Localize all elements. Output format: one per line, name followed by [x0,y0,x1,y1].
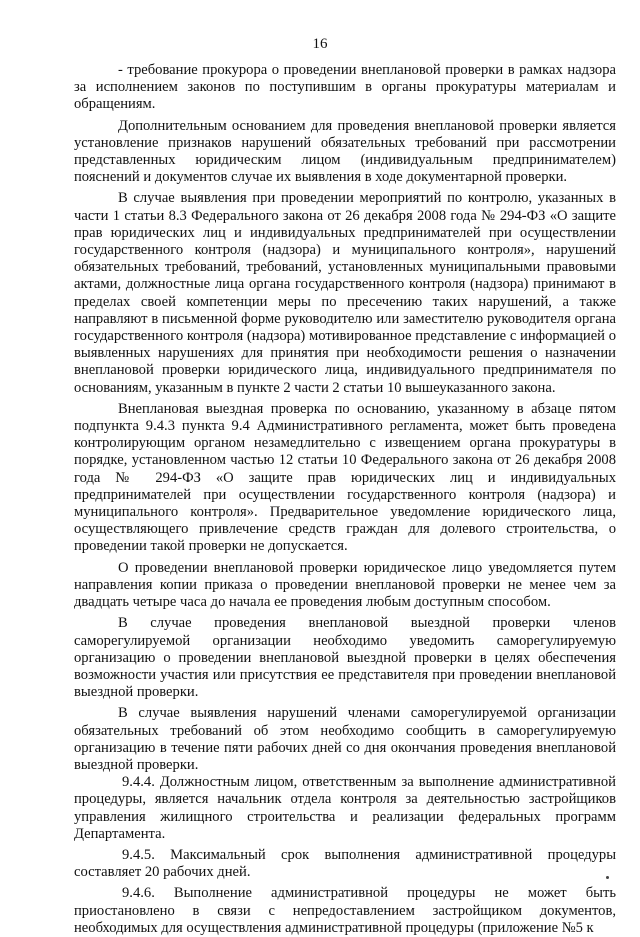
paragraph-suspension-wrapper [74,885,616,936]
paragraph-additional-grounds: Дополнительным основанием для проведения внеплановой проверки является установление признаков нарушений обязательных требований при рассмотрении представленных юридическим лицом (индивидуальным предпринимателем) пояснений и документов случае их выявления в ходе документарной проверки. [74,117,616,186]
paragraph-sro-inspection: В случае проведения внеплановой выездной проверки членов саморегулируемой организации необходимо уведомить саморегулируемую организацию о проведении внеплановой выездной проверки в целях обеспечения возможности участия или присутствия ее представителя при проведении внеплановой выездной проверки. [74,615,616,701]
document-body [74,62,616,936]
scan-speck [606,876,609,879]
paragraph-responsible-official: 9.4.4. Должностным лицом, ответственным за выполнение административной процедуры, является начальник отдела контроля за деятельностью застройщиков управления жилищного строительства и реализации федеральных программ Департамента. [74,774,616,842]
paragraph-prosecutor-request: - требование прокурора о проведении внеплановой проверки в рамках надзора за исполнением законов по поступившим в органы прокуратуры материалам и обращениям. [74,62,616,113]
paragraph-violations-detected: В случае выявления при проведении мероприятий по контролю, указанных в части 1 статьи 8.3 Федерального закона от 26 декабря 2008 года № 294-ФЗ «О защите прав юридических лиц и индивидуальных предпринимателей при осуществлении государственного контроля (надзора) и муниципального контроля», нарушений обязательных требований, требований, установленных муниципальными правовыми актами, должностные лица органа государственного контроля (надзора) принимают в пределах своей компетенции меры по пресечению таких нарушений, а также направляют в письменной форме руководителю или заместителю руководителя органа государственного контроля (надзора) мотивированное представление с информацией о выявленных нарушениях для принятия при необходимости решения о назначении внеплановой проверки юридического лица, индивидуального предпринимателя по основаниям, указанным в пункте 2 части 2 статьи 10 вышеуказанного закона. [74,190,616,396]
paragraph-unscheduled-onsite-inspection: Внеплановая выездная проверка по основанию, указанному в абзаце пятом подпункта 9.4.3 пункта 9.4 Административного регламента, может быть проведена контролирующим органом незамедлительно с извещением органа прокуратуры в порядке, установленном частью 12 статьи 10 Федерального закона от 26 декабря 2008 года № 294-ФЗ «О защите прав юридических лиц и индивидуальных предпринимателей при осуществлении государственного контроля (надзора) и муниципального контроля». Предварительное уведомление юридического лица, осуществляющего привлечение средств граждан для долевого строительства, о проведении такой проверки не допускается. [74,400,616,555]
paragraph-max-duration: 9.4.5. Максимальный срок выполнения административной процедуры составляет 20 рабочих дней. [74,846,616,881]
paragraph-notification: О проведении внеплановой проверки юридическое лицо уведомляется путем направления копии приказа о проведении внеплановой проверки не менее чем за двадцать четыре часа до начала ее проведения любым доступным способом. [74,559,616,611]
page-number: 16 [312,36,328,52]
paragraph-suspension: 9.4.6. Выполнение административной процедуры не может быть приостановлено в связи с непредоставлением застройщиком документов, необходимых для осуществления административной процедуры (приложение №5 к [74,885,616,936]
paragraph-sro-violations: В случае выявления нарушений членами саморегулируемой организации обязательных требований об этом необходимо сообщить в саморегулируемую организацию в течение пяти рабочих дней со дня окончания проведения внеплановой выездной проверки. [74,705,616,773]
